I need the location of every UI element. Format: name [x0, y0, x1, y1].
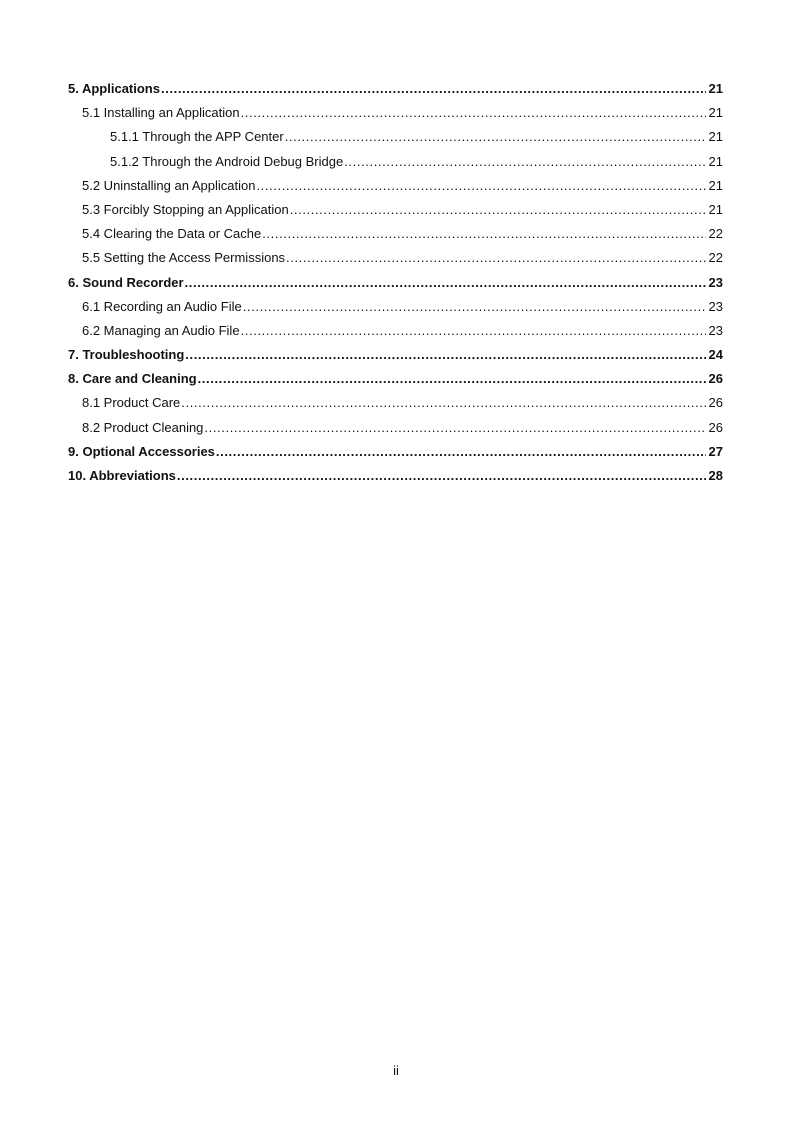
toc-entry[interactable]	[68, 297, 723, 321]
toc-dot-leader	[241, 321, 706, 341]
toc-entry-title: 7. Troubleshooting	[68, 347, 185, 363]
toc-dot-leader	[177, 466, 706, 486]
toc-entry[interactable]	[68, 273, 723, 297]
toc-dot-leader	[256, 176, 705, 196]
toc-entry-page: 21	[708, 105, 723, 121]
toc-entry-page: 26	[708, 395, 723, 411]
toc-entry-title: 6.2 Managing an Audio File	[82, 322, 240, 338]
toc-dot-leader	[181, 393, 705, 413]
toc-entry-title: 5. Applications	[68, 81, 160, 96]
toc-entry-page: 23	[708, 274, 723, 290]
toc-dot-leader	[243, 297, 706, 317]
toc-entry-page: 21	[708, 129, 723, 145]
toc-dot-leader	[198, 369, 706, 389]
toc-entry-page: 21	[708, 153, 723, 169]
toc-entry[interactable]	[68, 369, 723, 393]
toc-entry-page: 23	[708, 298, 723, 314]
toc-dot-leader	[185, 345, 705, 365]
toc-entry-title: 5.1 Installing an Application	[82, 105, 240, 121]
toc-dot-leader	[204, 418, 705, 438]
toc-entry-page: 22	[708, 250, 723, 266]
toc-dot-leader	[241, 103, 706, 123]
toc-dot-leader	[290, 200, 706, 220]
toc-entry[interactable]	[68, 345, 723, 369]
toc-dot-leader	[285, 127, 706, 147]
table-of-contents	[68, 79, 723, 490]
toc-entry[interactable]	[68, 79, 723, 103]
toc-entry[interactable]	[68, 393, 723, 417]
toc-entry-title: 5.3 Forcibly Stopping an Application	[82, 201, 289, 217]
toc-dot-leader	[185, 273, 706, 293]
toc-entry[interactable]	[68, 176, 723, 200]
toc-entry-title: 8. Care and Cleaning	[68, 371, 197, 387]
toc-entry-title: 5.1.1 Through the APP Center	[110, 129, 284, 145]
toc-entry[interactable]	[68, 103, 723, 127]
toc-entry-page: 26	[708, 371, 723, 387]
toc-entry[interactable]	[68, 442, 723, 466]
toc-entry[interactable]	[68, 418, 723, 442]
toc-entry-page: 22	[708, 226, 723, 242]
toc-entry[interactable]	[68, 127, 723, 151]
toc-entry-title: 8.1 Product Care	[82, 395, 181, 411]
toc-entry[interactable]	[68, 248, 723, 272]
toc-entry[interactable]	[68, 200, 723, 224]
toc-entry-page: 24	[708, 347, 723, 363]
toc-dot-leader	[216, 442, 706, 462]
toc-dot-leader	[286, 248, 705, 268]
toc-entry-title: 10. Abbreviations	[68, 468, 176, 483]
toc-entry-page: 21	[708, 201, 723, 217]
toc-dot-leader	[344, 152, 705, 172]
toc-entry[interactable]	[68, 224, 723, 248]
toc-entry[interactable]	[68, 152, 723, 176]
toc-entry[interactable]	[68, 466, 723, 490]
toc-entry-title: 5.2 Uninstalling an Application	[82, 177, 256, 193]
toc-entry-title: 8.2 Product Cleaning	[82, 419, 204, 435]
toc-entry-title: 6. Sound Recorder	[68, 274, 184, 290]
page-number: ii	[393, 1063, 399, 1078]
toc-dot-leader	[161, 79, 706, 99]
toc-dot-leader	[262, 224, 705, 244]
toc-entry-title: 9. Optional Accessories	[68, 443, 215, 459]
toc-entry-title: 5.4 Clearing the Data or Cache	[82, 226, 262, 242]
toc-entry-title: 6.1 Recording an Audio File	[82, 298, 242, 314]
toc-entry-page: 23	[708, 322, 723, 338]
toc-entry-page: 26	[708, 419, 723, 435]
toc-entry-title: 5.1.2 Through the Android Debug Bridge	[110, 153, 344, 169]
toc-entry-title: 5.5 Setting the Access Permissions	[82, 250, 286, 266]
toc-entry[interactable]	[68, 321, 723, 345]
toc-entry-page: 21	[708, 81, 723, 96]
toc-entry-page: 21	[708, 177, 723, 193]
toc-entry-page: 28	[708, 468, 723, 483]
toc-entry-page: 27	[708, 443, 723, 459]
